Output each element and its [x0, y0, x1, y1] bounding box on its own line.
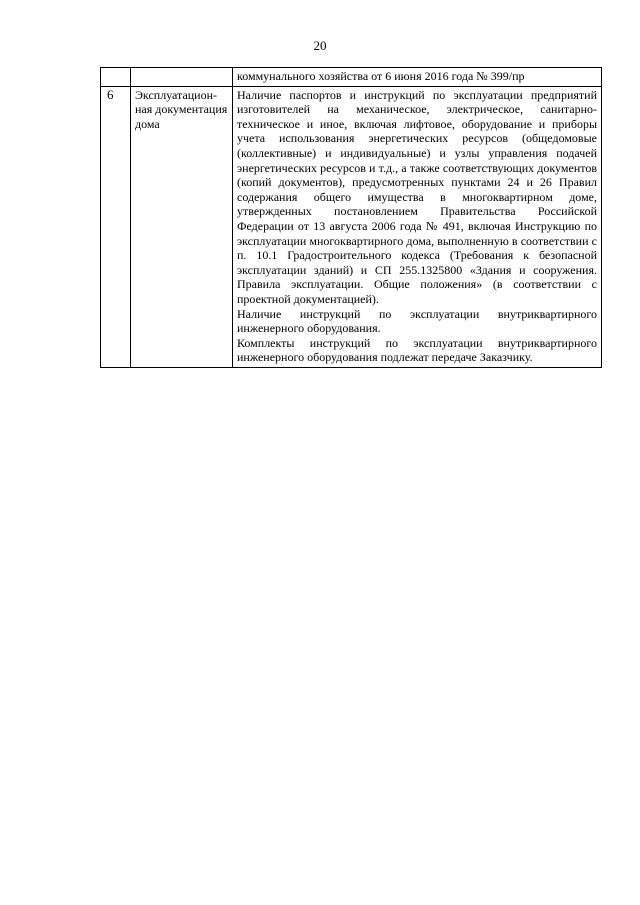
description-paragraph: Комплекты инструкций по эксплуатации внутриквартирного инженерного оборудования подлежат передаче Заказчику. — [237, 335, 597, 365]
row-name-cell — [131, 86, 233, 367]
description-paragraph: Наличие инструкций по эксплуатации внутриквартирного инженерного оборудования. — [237, 306, 597, 336]
row-number-cell: 6 — [101, 86, 131, 367]
requirements-table — [100, 67, 602, 368]
table-row-continuation — [101, 68, 602, 87]
description-paragraph: Наличие паспортов и инструкций по эксплуатации предприятий изготовителей на механическое, электрическое, санитарно-техническое и иное, включая лифтовое, оборудование и приборы учета использования энергетических ресурсов (общедомовые (коллективные) и индивидуальные) и узлы управления подачей энергетических ресурсов и т.д., а также соответствующих документов (копий документов), предусмотренных пунктами 24 и 26 Правил содержания общего имущества в многоквартирном доме, утвержденных постановлением Правительства Российской Федерации от 13 августа 2006 года № 491, включая Инструкцию по эксплуатации многоквартирного дома, выполненную в соответствии с п. 10.1 Градостроительного кодекса (Требования к безопасной эксплуатации зданий) и СП 255.1325800 «Здания и сооружения. Правила эксплуатации. Общие положения» (в соответствии с проектной документацией). — [237, 87, 597, 306]
row-name-cell — [131, 68, 233, 87]
row-name-text: Эксплуатационная документация дома — [135, 87, 228, 131]
row-description-cell — [233, 86, 602, 367]
row-description-cell: коммунального хозяйства от 6 июня 2016 года № 399/пр — [233, 68, 602, 87]
page-number: 20 — [313, 38, 327, 53]
row-number-cell — [101, 68, 131, 87]
table-row-6 — [101, 86, 602, 367]
